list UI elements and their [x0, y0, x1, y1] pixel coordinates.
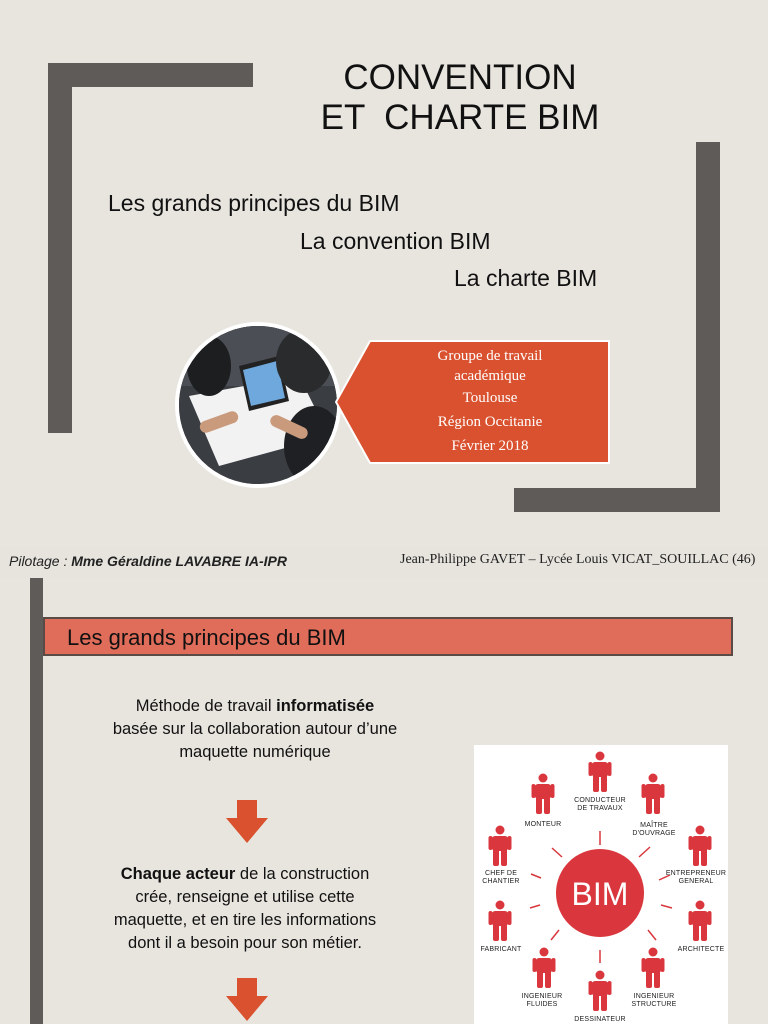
person-monteur-icon — [531, 773, 555, 815]
callout-line-5: Février 2018 — [451, 438, 529, 454]
role-chef: CHEF DE CHANTIER — [482, 870, 520, 885]
down-arrow-icon — [225, 800, 269, 844]
banner-title: Les grands principes du BIM — [67, 625, 346, 650]
person-maitre-icon — [641, 773, 665, 815]
callout-line-3: Toulouse — [462, 390, 518, 406]
person-entrepreneur-icon — [688, 825, 712, 867]
role-conducteur: CONDUCTEUR DE TRAVAUX — [574, 797, 626, 812]
person-ing-structure-icon — [641, 947, 665, 989]
team-photo — [175, 322, 341, 488]
bim-center-label: BIM — [571, 876, 629, 912]
role-architecte: ARCHITECTE — [677, 946, 725, 953]
person-conducteur-icon — [588, 751, 612, 793]
down-arrow-icon — [225, 978, 269, 1024]
role-entrepreneur: ENTREPRENEUR GENERAL — [665, 870, 727, 885]
para2-line1-post: de la construction — [235, 865, 370, 883]
para2-line3: maquette, et en tire les informations — [113, 911, 377, 929]
person-dessinateur-icon — [588, 970, 612, 1012]
principle-2: La convention BIM — [300, 228, 491, 254]
slide-2 — [0, 578, 768, 1024]
person-ing-fluides-icon — [532, 947, 556, 989]
role-fabricant: FABRICANT — [480, 946, 522, 953]
callout-text — [375, 346, 605, 458]
callout-line-2: académique — [454, 368, 526, 384]
para2-line1-bold: Chaque acteur — [120, 865, 236, 883]
principle-3: La charte BIM — [454, 265, 598, 291]
role-ing-fluides: INGENIEUR FLUIDES — [521, 993, 563, 1008]
slide-title — [300, 58, 620, 138]
para2-line4: dont il a besoin pour son métier. — [128, 934, 362, 952]
role-dessinateur: DESSINATEUR — [574, 1016, 626, 1023]
person-architecte-icon — [688, 900, 712, 942]
pilot-label: Pilotage : — [9, 553, 72, 569]
pilot-name: Mme Géraldine LAVABRE IA-IPR — [71, 553, 288, 569]
role-maitre: MAÎTRE D'OUVRAGE — [632, 822, 676, 837]
para2-line2: crée, renseigne et utilise cette — [135, 888, 355, 906]
frame-top-left-vertical — [48, 63, 72, 433]
frame-bottom-right-horizontal — [514, 488, 720, 512]
title-line-1: CONVENTION — [343, 58, 577, 97]
role-ing-structure: INGENIEUR STRUCTURE — [631, 993, 677, 1008]
para1-line1-bold: informatisée — [276, 697, 375, 715]
person-chef-icon — [488, 825, 512, 867]
frame-top-left-horizontal — [48, 63, 253, 87]
title-line-2: ET CHARTE BIM — [320, 98, 600, 137]
footer-author: Jean-Philippe GAVET – Lycée Louis VICAT_SOUILLAC (46) — [400, 552, 756, 567]
bim-diagram — [474, 745, 728, 1024]
definition-paragraph — [80, 695, 430, 764]
actors-paragraph — [70, 863, 420, 955]
person-fabricant-icon — [488, 900, 512, 942]
callout-line-4: Région Occitanie — [437, 414, 543, 430]
para1-line3: maquette numérique — [179, 743, 331, 761]
callout-line-1: Groupe de travail — [437, 348, 543, 364]
section-banner — [43, 617, 733, 656]
para1-line2: basée sur la collaboration autour d’une — [112, 720, 398, 738]
frame-left-vertical — [30, 578, 43, 1024]
callout-box — [335, 340, 610, 464]
frame-bottom-right-vertical — [696, 142, 720, 512]
footer-pilot — [9, 553, 287, 569]
para1-line1-pre: Méthode de travail — [135, 697, 277, 715]
role-monteur: MONTEUR — [524, 821, 562, 828]
principle-1: Les grands principes du BIM — [108, 190, 400, 216]
